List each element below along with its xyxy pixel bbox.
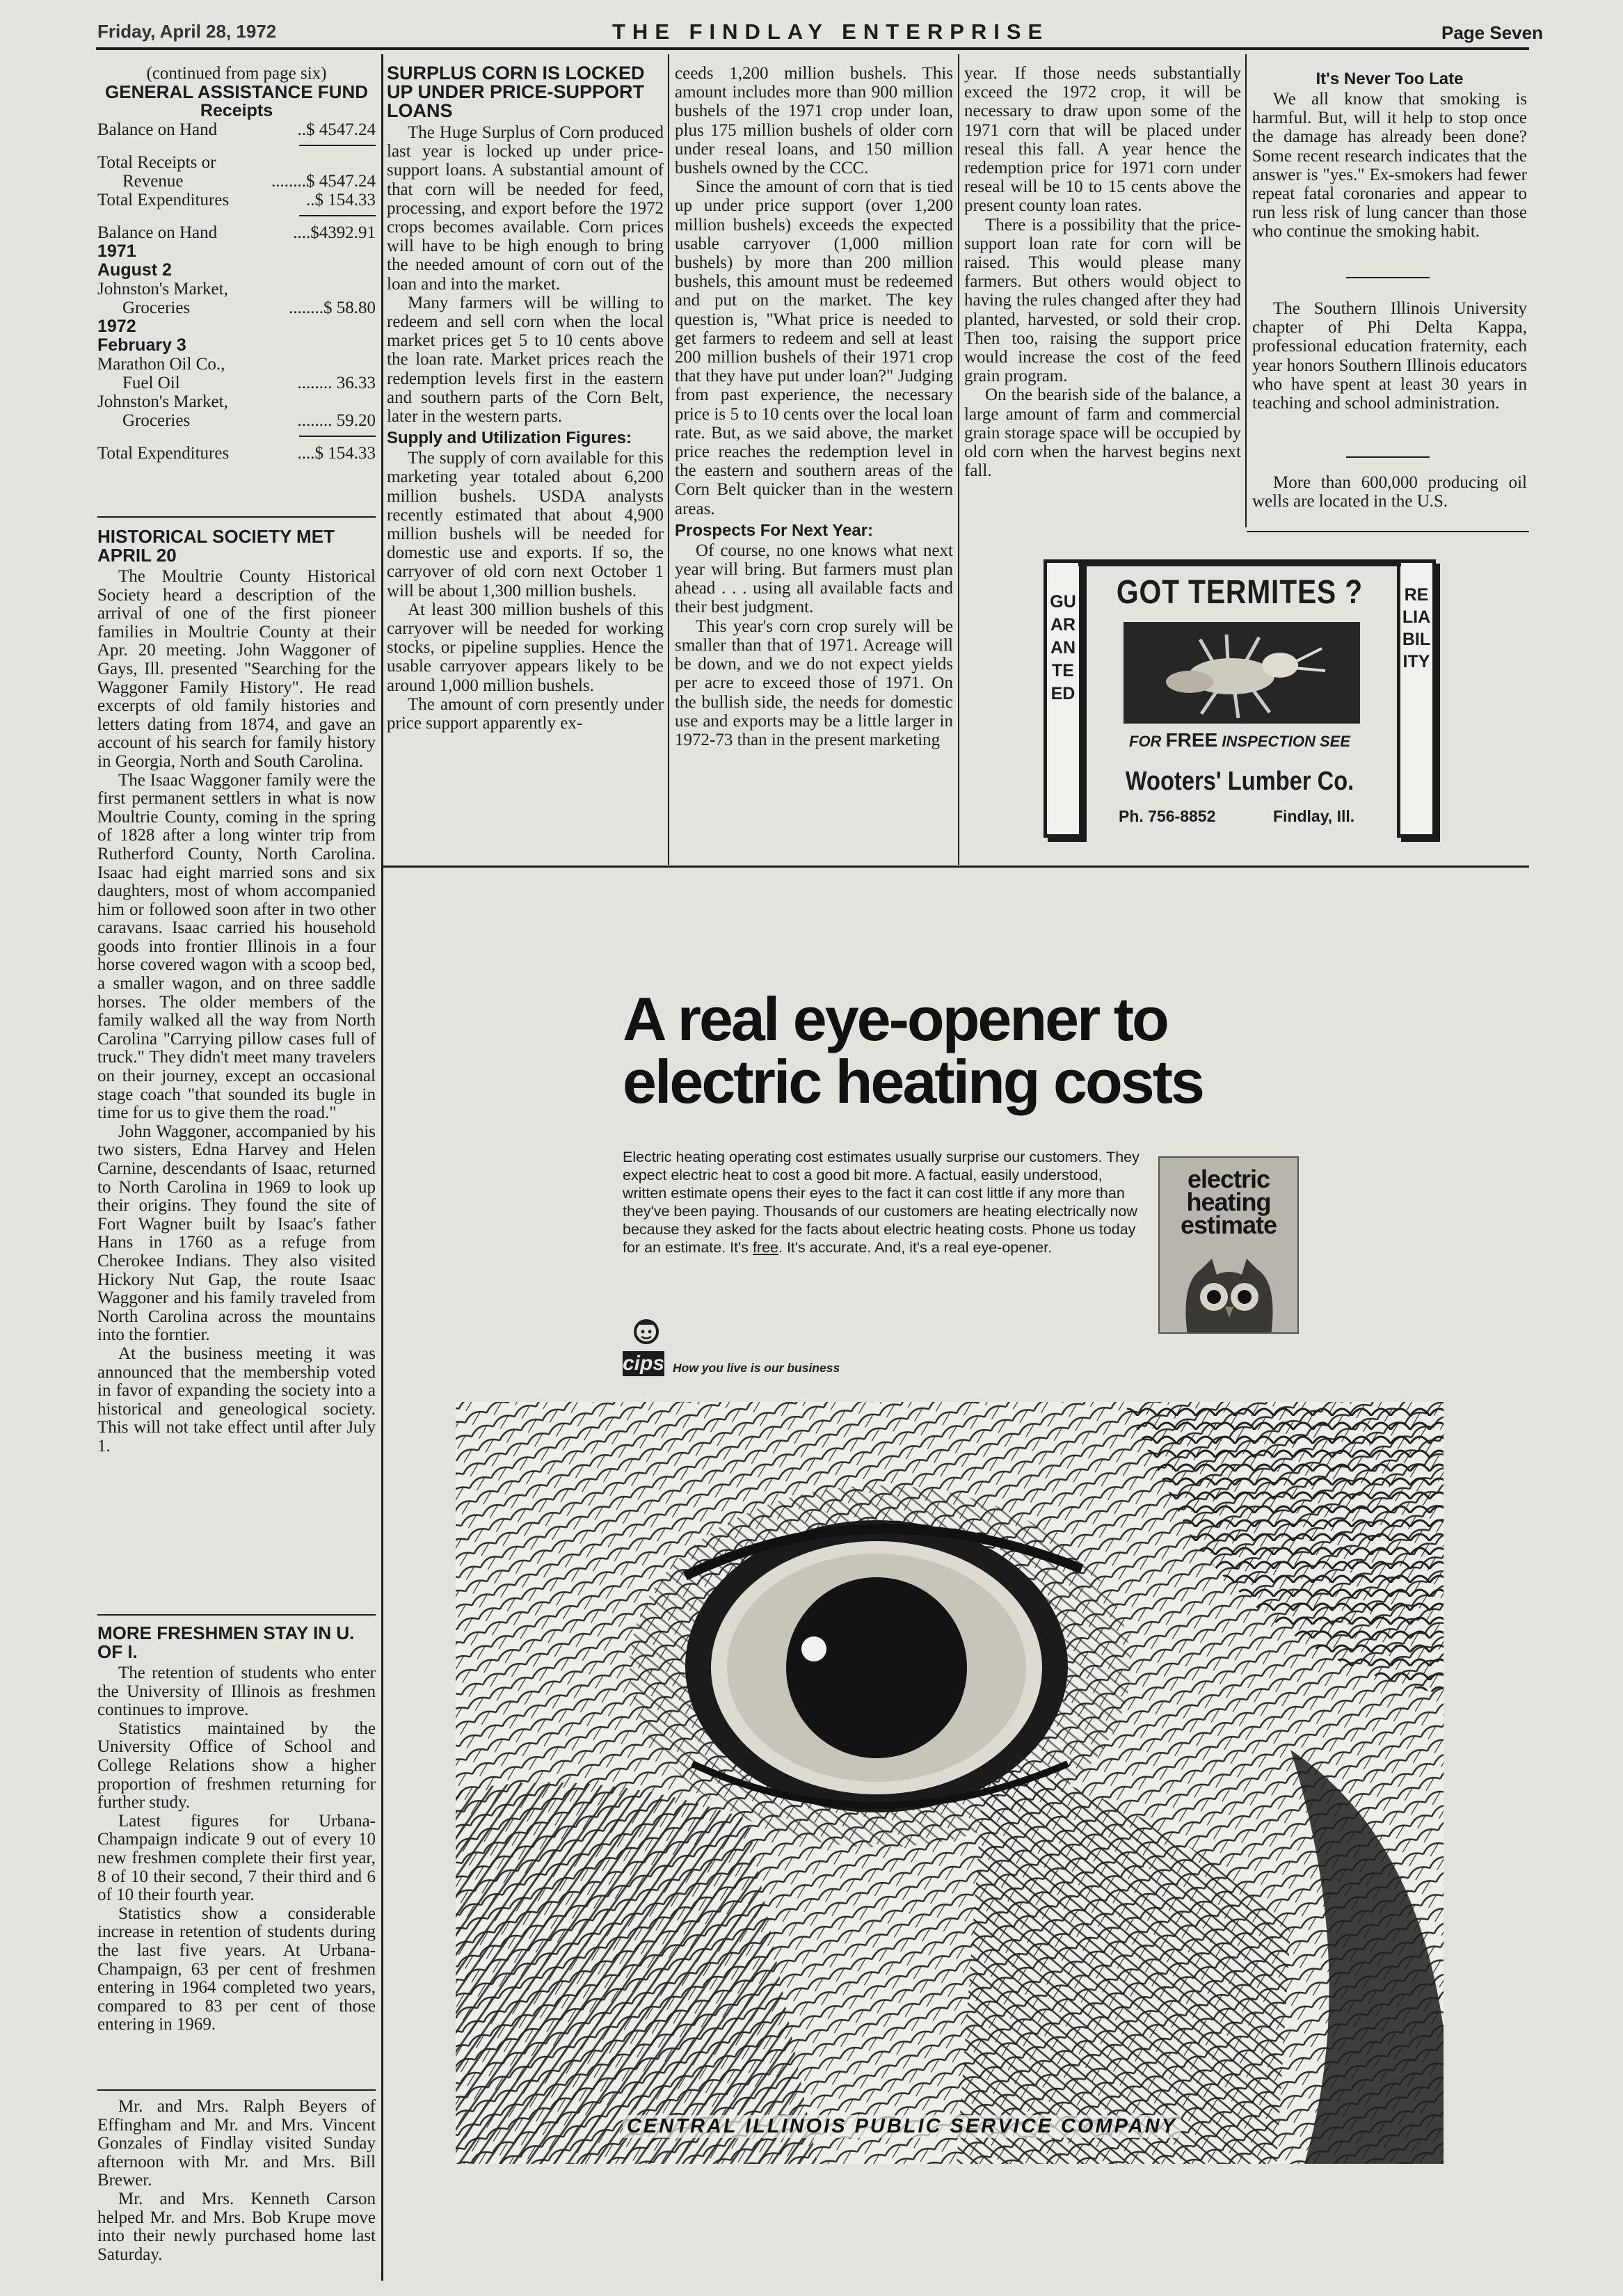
personals-article [97, 2098, 376, 2264]
general-assistance-fund [97, 64, 376, 463]
phone-number: Ph. 756-8852 [1119, 807, 1216, 825]
paragraph: The amount of corn presently under price support apparently ex- [387, 694, 664, 733]
subheading: Prospects For Next Year: [675, 520, 874, 540]
termites-ad [1044, 559, 1480, 840]
inspection-line: FOR FREE INSPECTION SEE [1129, 729, 1350, 751]
corn-article-col2 [675, 64, 953, 749]
left-pillar [1044, 559, 1082, 838]
column-rule [958, 54, 959, 865]
section-rule [383, 866, 1529, 868]
termite-icon [1124, 622, 1360, 724]
cips-company-name: CENTRAL ILLINOIS PUBLIC SERVICE COMPANY [623, 2115, 1181, 2138]
issue-date: Friday, April 28, 1972 [97, 21, 277, 42]
headline: MORE FRESHMEN STAY IN U. OF I. [97, 1623, 355, 1662]
paragraph: Mr. and Mrs. Ralph Beyers of Effingham and Mr. and Mrs. Vincent Gonzales of Findlay visited Sunday afternoon with Mr. and Mrs. Bill Brewer. [97, 2097, 376, 2190]
paragraph: Since the amount of corn that is tied up under price support (over 1,200 million bushels) exceeds the expected usable carryover (1,000 million bushels) by more than 200 million bushels, this amount must be redeemed and put on the market. The key question is, "What price is needed to get farmers to redeem and sell at least 200 million bushels of their 1971 crop that they have put under loan?" Judging from past experience, the necessary price is 5 to 10 cents over the local loan rate. But, as we said above, the market price reaches the redemption level in the eastern and southern areas of the Corn Belt quicker than in the western areas. [675, 177, 953, 518]
right-pillar [1397, 559, 1436, 838]
paragraph: There is a possibility that the price-support loan rate for corn will be raised. This would please many farmers. But others would object to having the rules changed after they had planted, harvested, or sold their crop. Then too, raising the support price would increase the cost of the feed grain program. [964, 215, 1241, 386]
paragraph: Latest figures for Urbana-Champaign indicate 9 out of every 10 new freshmen complete their first year, 8 of 10 their second, 7 their third and 6 of 10 their fourth year. [97, 1811, 376, 1905]
paragraph: The retention of students who enter the University of Illinois as freshmen continues to improve. [97, 1664, 376, 1720]
fund-date: February 3 [97, 335, 186, 356]
paragraph: year. If those needs substantially exceed the 1972 crop, it will be necessary to draw upon some of the 1971 corn that will be placed under reseal this fall. A year hence the redemption price for 1971 corn under reseal will be 10 to 15 cents above the present county loan rates. [964, 64, 1241, 216]
fund-divider [299, 436, 376, 437]
cips-body: Electric heating operating cost estimates usually surprise our customers. They expect electric heat to cost a good bit more. A factual, easily understood, written estimate opens their eyes to the fact it can cost little if any more than they've been paying. Thousands of our customers are heating electrically now because they asked for the facts about electric heating costs. Phone us today for an estimate. It's free. It's accurate. And, it's a real eye-opener. [623, 1149, 1140, 1256]
fund-divider [299, 145, 376, 146]
paragraph: The Moultrie County Historical Society heard a description of the arrival of one of the first pioneer families in Moultrie County at their Apr. 20 meeting. John Waggoner of Gays, Ill. presented "Searching for the Waggoner Family History". He read excerpts of old family histories and letters dating from 1874, and gave an account of his search for family history in Georgia, North and South Carolina. [97, 567, 376, 771]
fund-row: Total Expenditures ....$ 154.33 [97, 444, 376, 463]
town: Findlay, Ill. [1273, 807, 1355, 825]
masthead-rule [96, 47, 1529, 50]
paragraph: Many farmers will be willing to redeem and sell corn when the local market prices get 5 to 10 cents above the loan rate. Market prices reach the redemption levels first in the eastern and southern parts of the Corn Belt, later in the western parts. [387, 293, 664, 426]
fund-row: Marathon Oil Co., [97, 355, 225, 374]
top-bar [1078, 559, 1401, 566]
paragraph: Mr. and Mrs. Kenneth Carson helped Mr. and Mrs. Bob Krupe move into their newly purchased home last Saturday. [97, 2189, 376, 2264]
fund-year: 1971 [97, 241, 136, 262]
paragraph: John Waggoner, accompanied by his two sisters, Edna Harvey and Helen Carnine, descendants of Isaac, returned to North Carolina in 1969 to look up their origins. They found the site of Fort Wagner built by Isaac's father Hans in 1760 as a refuge from Cherokee Indians. They also visited Hickory Nut Gap, the route Isaac Waggoner and his family traveled from North Carolina across the mountains into the forntier. [97, 1122, 376, 1345]
headline: It's Never Too Late [1316, 70, 1464, 88]
column-rule [381, 54, 383, 2281]
article-divider [1346, 456, 1430, 458]
subheading: Supply and Utilization Figures: [387, 429, 632, 448]
paragraph: Of course, no one knows what next year will bring. But farmers must plan ahead . . . using all available facts and their best judgment. [675, 541, 953, 617]
reddy-kilowatt-icon [625, 1315, 667, 1351]
fund-row: Balance on Hand ....$4392.91 [97, 223, 376, 243]
cips-logo [623, 1315, 1040, 1385]
section-rule [1247, 531, 1529, 532]
fund-row: Johnston's Market, [97, 280, 228, 299]
paragraph: The Southern Illinois University chapter of Phi Delta Kappa, professional education fraternity, each year honors Southern Illinois educators who have spent at least 30 years in teaching and school administration. [1252, 299, 1527, 413]
lumber-company: Wooters' Lumber Co. [1125, 767, 1354, 796]
column-rule [1245, 54, 1247, 527]
reliability-text: RELIABILITY [1402, 585, 1431, 671]
article-divider [97, 2089, 376, 2091]
fund-date: August 2 [97, 260, 172, 280]
newspaper-name: THE FINDLAY ENTERPRISE [612, 19, 1050, 44]
paragraph: We all know that smoking is harmful. But, will it help to stop once the damage has already been done? Some recent research indicates that the answer is "yes." Ex-smokers had fewer repeat fatal coronaries and appear to run less risk of lung cancer than those who continue the smoking habit. [1252, 90, 1527, 241]
siu-article [1252, 299, 1527, 413]
fund-row: Fuel Oil ........ 36.33 [122, 374, 376, 393]
booklet-title: electric heating estimate [1180, 1165, 1277, 1239]
fund-row: Total Receipts or [97, 153, 216, 173]
fund-row: Balance on Hand ..$ 4547.24 [97, 120, 376, 140]
corn-article-col3 [964, 64, 1241, 480]
cips-tagline: How you live is our business [673, 1361, 840, 1375]
fund-divider [299, 215, 376, 216]
fund-year: 1972 [97, 317, 136, 337]
estimate-booklet [1158, 1156, 1299, 1334]
paragraph: Statistics show a considerable increase in retention of students during the last five years. At Urbana-Champaign, 63 per cent of freshmen entering in 1964 completed two years, compared to 83 per cent of those entering in 1969. [97, 1904, 376, 2034]
ad-headline: GOT TERMITES ? [1116, 574, 1364, 611]
owl-icon [1174, 1255, 1285, 1334]
cips-logo-box: cips [623, 1352, 665, 1375]
continued-note: (continued from page six) [146, 64, 327, 83]
headline: SURPLUS CORN IS LOCKED UP UNDER PRICE-SUPPORT LOANS [387, 63, 645, 121]
fund-row: Johnston's Market, [97, 392, 228, 412]
paragraph: Statistics maintained by the University Office of School and College Relations show a higher proportion of freshmen returning for further study. [97, 1719, 376, 1812]
owl-eye-illustration [456, 1402, 1444, 2164]
never-too-late-article [1252, 70, 1527, 241]
paragraph: This year's corn crop surely will be smaller than that of 1971. Acreage will be down, and we do not expect yields per acre to exceed those of 1971. On the bullish side, the needs for domestic use and exports may be a little larger in 1972-73 than in the present marketing [675, 616, 953, 749]
owl-eye-icon [456, 1402, 1444, 2164]
fund-row: Revenue ........$ 4547.24 [122, 172, 376, 191]
cips-headline: A real eye-opener to electric heating costs [623, 984, 1203, 1116]
historical-society-article [97, 523, 376, 1456]
article-divider [97, 1614, 376, 1616]
fund-row: Groceries ........$ 58.80 [122, 298, 376, 318]
paragraph: The Huge Surplus of Corn produced last year is locked up under price-support loans. A substantial amount of that corn will be needed for feed, processing, and export before the 1972 crops becomes available. Corn prices will have to be high enough to bring the needed amount of corn out of the loan and into the market. [387, 123, 664, 294]
headline: HISTORICAL SOCIETY MET APRIL 20 [97, 526, 335, 566]
page-number: Page Seven [1441, 22, 1543, 43]
article-divider [1346, 277, 1430, 278]
column-rule [668, 54, 669, 865]
fund-row: Groceries ........ 59.20 [122, 411, 376, 431]
freshmen-article [97, 1620, 376, 2034]
fund-subtitle: Receipts [200, 101, 273, 121]
paragraph: At least 300 million bushels of this carryover will be needed for working stocks, or pipeline supplies. Hence the usable carryover appears likely to be around 1,000 million bushels. [387, 600, 664, 695]
fund-row: Total Expenditures ..$ 154.33 [97, 191, 376, 210]
article-divider [97, 516, 376, 518]
termite-photo [1124, 622, 1360, 724]
fund-title: GENERAL ASSISTANCE FUND [105, 81, 368, 103]
paragraph: More than 600,000 producing oil wells are located in the U.S. [1252, 473, 1527, 511]
corn-article-col1 [387, 64, 664, 733]
paragraph: The Isaac Waggoner family were the first permanent settlers in what is now Moultrie County, coming in the spring of 1828 after a long winter trip from Rutherford County, North Carolina. Isaac had eight married sons and six daughters, most of whom accompanied him or followed soon after in two other caravans. Isaac carried his household goods into frontier Illinois in a four horse covered wagon with a scoop bed, a smaller wagon, and on three saddle horses. The older members of the family walked all the way from North Carolina "Carrying pillow cases full of truck." They didn't meet many travelers on their journey, except an occasional stage coach "that sounded its bugle in time for us to give them the road." [97, 770, 376, 1123]
paragraph: The supply of corn available for this marketing year totaled about 6,200 million bushels. USDA analysts recently estimated that about 4,900 million bushels will be needed for domestic use and exports. If so, the carryover of old corn next October 1 will be about 1,300 million bushels. [387, 449, 664, 600]
paragraph: On the bearish side of the balance, a large amount of farm and commercial grain storage space will be occupied by old corn when the harvest begins next fall. [964, 385, 1241, 481]
oil-wells-article [1252, 473, 1527, 511]
paragraph: At the business meeting it was announced that the membership voted in favor of expanding the society into a historical and geneological society. This will not take effect until after July 1. [97, 1344, 376, 1456]
paragraph: ceeds 1,200 million bushels. This amount includes more than 900 million bushels of the 1971 crop under loan, plus 175 million bushels of older corn under reseal loans, and 150 million bushels owned by the CCC. [675, 64, 953, 178]
guaranteed-text: GUARANTEED [1050, 592, 1076, 703]
